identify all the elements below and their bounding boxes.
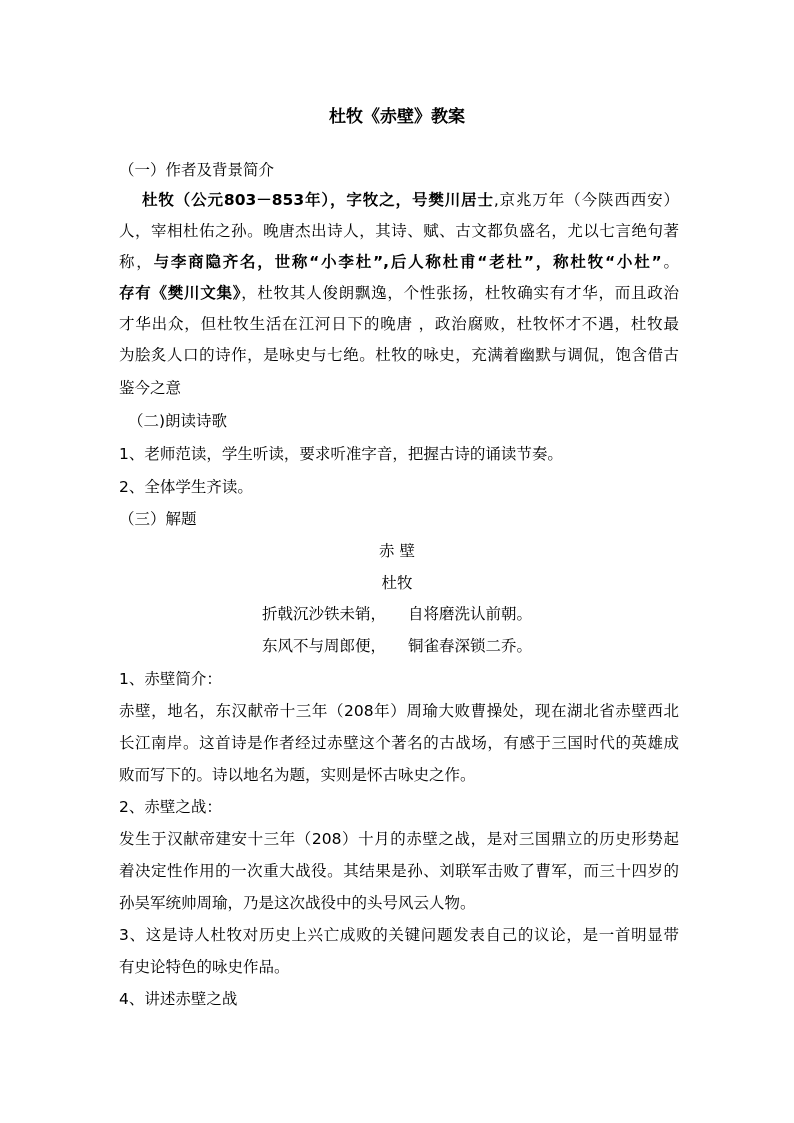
item-3-line-1: 3、这是诗人杜牧对历史上兴亡成败的关键问题发表自己的议论，是一首明显带 [119, 926, 679, 944]
reading-item-2: 2、全体学生齐读。 [119, 478, 253, 496]
chibi-intro-line-3: 败而写下的。诗以地名为题，实则是怀古咏史之作。 [119, 766, 476, 784]
page-title: 杜牧《赤壁》教案 [329, 107, 465, 127]
section-heading-title-explanation: （三）解题 [119, 510, 197, 528]
author-paragraph-line-7: 鉴今之意 [119, 379, 182, 397]
author-line3-end: 。 [661, 253, 679, 271]
poem-author: 杜牧 [381, 574, 413, 592]
poem-line-1-second-half: 自将磨洗认前朝。 [408, 605, 533, 623]
author-line3-start: 称， [119, 253, 154, 271]
author-line4-rest: ，杜牧其人俊朗飘逸，个性张扬，杜牧确实有才华，而且政治 [241, 284, 679, 302]
poem-line-1-first-half: 折戟沉沙铁未销， [261, 605, 386, 623]
author-hometown: ,京兆万年（今陕西西安） [493, 191, 679, 209]
battle-heading: 2、赤壁之战： [119, 798, 222, 816]
battle-line-3: 孙吴军统帅周瑜，乃是这次战役中的头号风云人物。 [119, 894, 476, 912]
author-paragraph-line-3 [119, 252, 679, 272]
author-paragraph-line-5: 才华出众，但杜牧生活在江河日下的晚唐 ，政治腐败，杜牧怀才不遇，杜牧最 [119, 315, 679, 333]
battle-line-1: 发生于汉献帝建安十三年（208）十月的赤壁之战，是对三国鼎立的历史形势起 [119, 830, 679, 848]
author-years: 803－853 [223, 191, 305, 209]
collection-name-bold: 存有《樊川文集》 [119, 284, 242, 302]
author-paragraph-line-1 [142, 190, 679, 210]
section-heading-reading: （二)朗读诗歌 [128, 412, 228, 430]
chibi-intro-line-2: 长江南岸。这首诗是作者经过赤壁这个著名的古战场，有感于三国时代的英雄成 [119, 734, 679, 752]
poem-line-1 [0, 604, 794, 624]
reading-item-1: 1、老师范读，学生听读，要求听准字音，把握古诗的诵读节奏。 [119, 445, 563, 463]
poem-line-2 [0, 636, 794, 656]
poem-title: 赤 壁 [379, 542, 415, 560]
chibi-intro-heading: 1、赤壁简介： [119, 670, 222, 688]
item-4: 4、讲述赤壁之战 [119, 990, 238, 1008]
poem-line-2-second-half: 铜雀春深锁二乔。 [408, 637, 533, 655]
author-nickname-bold: 与李商隐齐名，世称“小李杜”,后人称杜甫“老杜”，称杜牧“小杜” [153, 253, 662, 271]
poem-line-2-first-half: 东风不与周郎便， [261, 637, 386, 655]
chibi-intro-line-1: 赤壁，地名，东汉献帝十三年（208年）周瑜大败曹操处，现在湖北省赤壁西北 [119, 702, 679, 720]
section-heading-author-background: （一）作者及背景简介 [119, 161, 275, 179]
author-courtesy-name-bold: 年），字牧之，号樊川居士 [304, 191, 494, 209]
item-3-line-2: 有史论特色的咏史作品。 [119, 958, 290, 976]
battle-line-2: 着决定性作用的一次重大战役。其结果是孙、刘联军击败了曹军，而三十四岁的 [119, 862, 679, 880]
author-paragraph-line-2: 人，宰相杜佑之孙。晚唐杰出诗人，其诗、赋、古文都负盛名，尤以七言绝句著 [119, 222, 679, 240]
author-paragraph-line-6: 为脍炙人口的诗作，是咏史与七绝。杜牧的咏史，充满着幽默与调侃，饱含借古 [119, 346, 679, 364]
author-name-bold: 杜牧（公元 [142, 191, 224, 209]
author-paragraph-line-4 [119, 283, 679, 303]
